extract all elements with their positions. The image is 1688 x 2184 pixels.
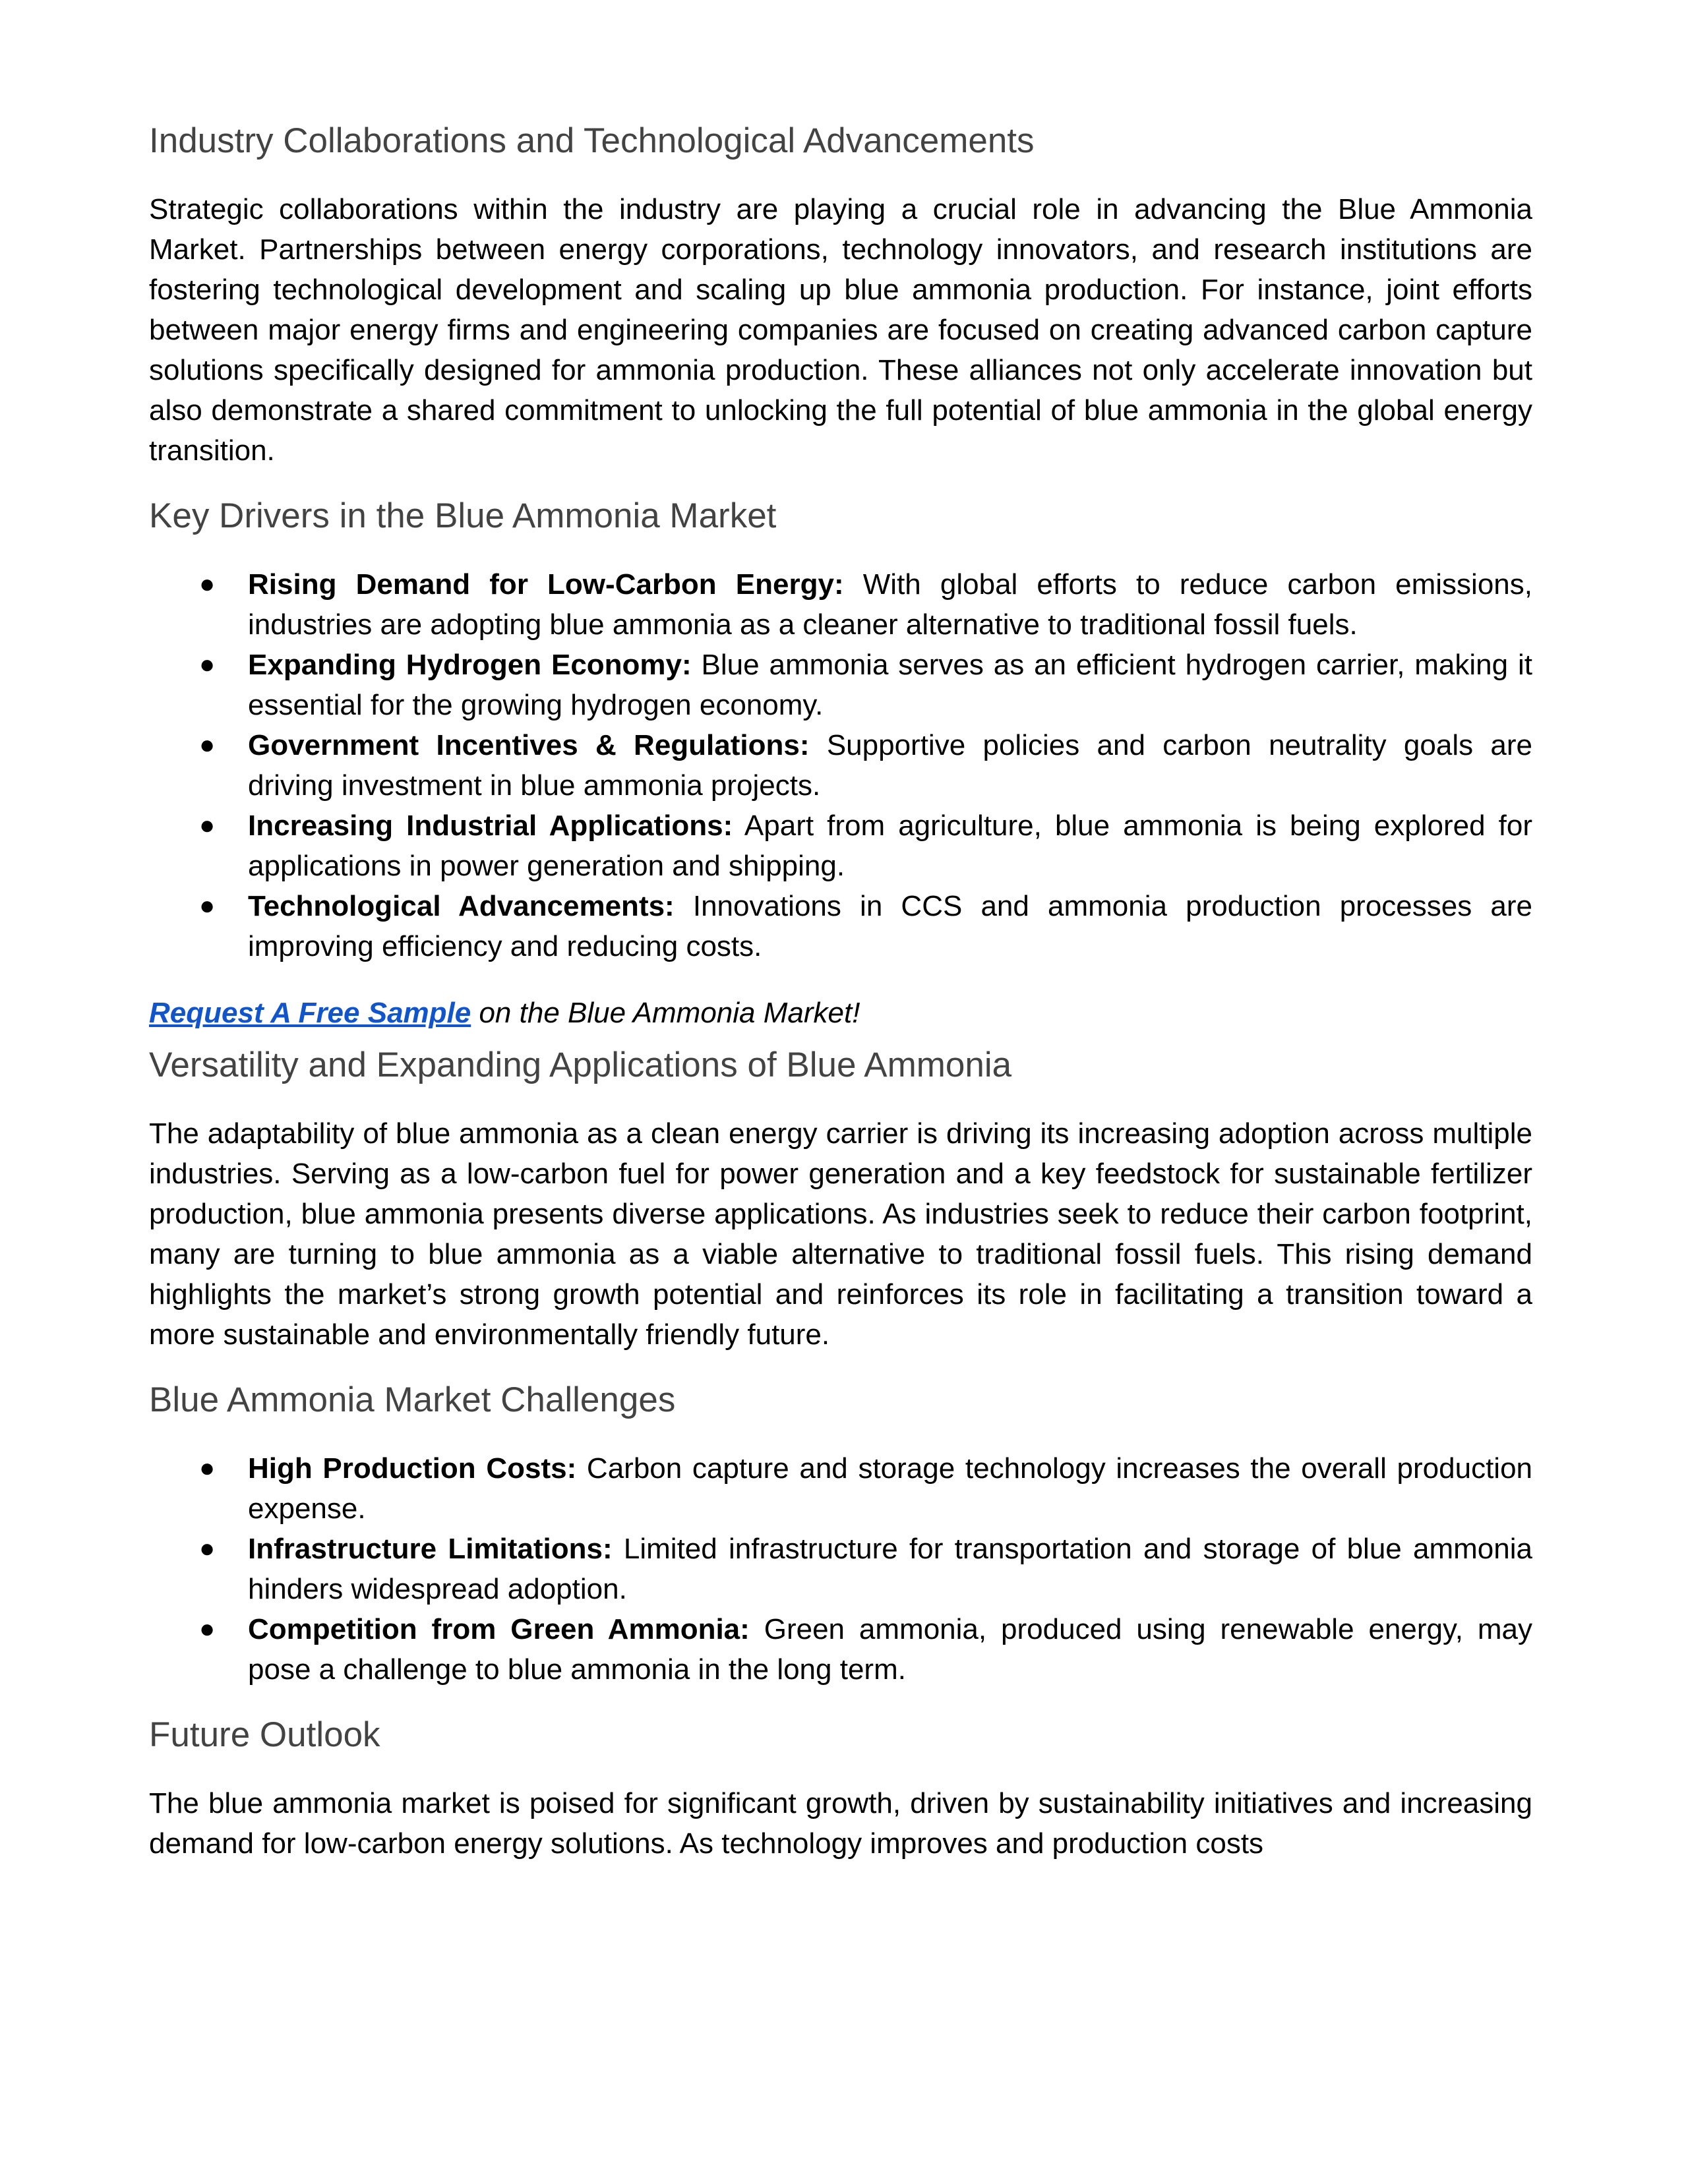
list-item — [149, 725, 1532, 806]
list-item-title: Rising Demand for Low-Carbon Energy: — [248, 568, 844, 601]
list-item-title: Government Incentives & Regulations: — [248, 729, 810, 761]
list-item-title: High Production Costs: — [248, 1452, 577, 1485]
list-item-title: Expanding Hydrogen Economy: — [248, 649, 692, 681]
list-item — [149, 1448, 1532, 1529]
drivers-list — [149, 564, 1532, 966]
bullet-icon: ● — [199, 650, 216, 679]
bullet-icon: ● — [199, 730, 216, 759]
list-item-text: Apart from agriculture, blue ammonia is being explored for applications in power generation and shipping. — [248, 810, 1532, 882]
list-item — [149, 564, 1532, 645]
list-item-title: Increasing Industrial Applications: — [248, 810, 733, 842]
request-sample-line — [149, 993, 1532, 1033]
request-sample-link[interactable]: Request A Free Sample — [149, 997, 471, 1029]
bullet-icon: ● — [199, 1534, 216, 1563]
versatility-paragraph: The adaptability of blue ammonia as a clean energy carrier is driving its increasing adoption across multiple industries. Serving as a low-carbon fuel for power generation and a key feedstock for sustainable fertilizer production, blue ammonia presents diverse applications. As industries seek to reduce their carbon footprint, many are turning to blue ammonia as a viable alternative to traditional fossil fuels. This rising demand highlights the market’s strong growth potential and reinforces its role in facilitating a transition toward a more sustainable and environmentally friendly future. — [149, 1117, 1532, 1351]
list-item-text: Blue ammonia serves as an efficient hydrogen carrier, making it essential for the growing hydrogen economy. — [248, 649, 1532, 721]
list-item — [149, 1609, 1532, 1690]
list-item-title: Infrastructure Limitations: — [248, 1533, 613, 1565]
list-item — [149, 645, 1532, 725]
list-item-text: Supportive policies and carbon neutrality goals are driving investment in blue ammonia projects. — [248, 729, 1532, 802]
challenges-list — [149, 1448, 1532, 1690]
list-item-title: Technological Advancements: — [248, 890, 675, 922]
bullet-icon: ● — [199, 1454, 216, 1483]
list-item-title: Competition from Green Ammonia: — [248, 1613, 750, 1645]
outlook-heading: Future Outlook — [149, 1715, 380, 1754]
list-item-text: Green ammonia, produced using renewable energy, may pose a challenge to blue ammonia in the long term. — [248, 1613, 1532, 1686]
bullet-icon: ● — [199, 570, 216, 599]
versatility-heading: Versatility and Expanding Applications of Blue Ammonia — [149, 1046, 1012, 1084]
list-item-text: Limited infrastructure for transportation and storage of blue ammonia hinders widespread adoption. — [248, 1533, 1532, 1605]
list-item — [149, 806, 1532, 886]
outlook-paragraph: The blue ammonia market is poised for significant growth, driven by sustainability initiatives and increasing demand for low-carbon energy solutions. As technology improves and production costs — [149, 1787, 1532, 1860]
bullet-icon: ● — [199, 891, 216, 920]
list-item-text: With global efforts to reduce carbon emissions, industries are adopting blue ammonia as a cleaner alternative to traditional fossil fuels. — [248, 568, 1532, 641]
list-item-text: Innovations in CCS and ammonia production processes are improving efficiency and reducing costs. — [248, 890, 1532, 962]
list-item — [149, 886, 1532, 966]
collab-heading: Industry Collaborations and Technological Advancements — [149, 121, 1035, 160]
document-page — [149, 120, 1532, 1864]
drivers-heading: Key Drivers in the Blue Ammonia Market — [149, 496, 777, 535]
list-item — [149, 1529, 1532, 1609]
challenges-heading: Blue Ammonia Market Challenges — [149, 1380, 676, 1419]
bullet-icon: ● — [199, 811, 216, 840]
list-item-text: Carbon capture and storage technology increases the overall production expense. — [248, 1452, 1533, 1525]
collab-paragraph: Strategic collaborations within the industry are playing a crucial role in advancing the Blue Ammonia Market. Partnerships between energy corporations, technology innovators, and research institutions are fostering technological development and scaling up blue ammonia production. For instance, joint efforts between major energy firms and engineering companies are focused on creating advanced carbon capture solutions specifically designed for ammonia production. These alliances not only accelerate innovation but also demonstrate a shared commitment to unlocking the full potential of blue ammonia in the global energy transition. — [149, 193, 1532, 467]
bullet-icon: ● — [199, 1614, 216, 1643]
request-sample-text: on the Blue Ammonia Market! — [471, 997, 860, 1029]
